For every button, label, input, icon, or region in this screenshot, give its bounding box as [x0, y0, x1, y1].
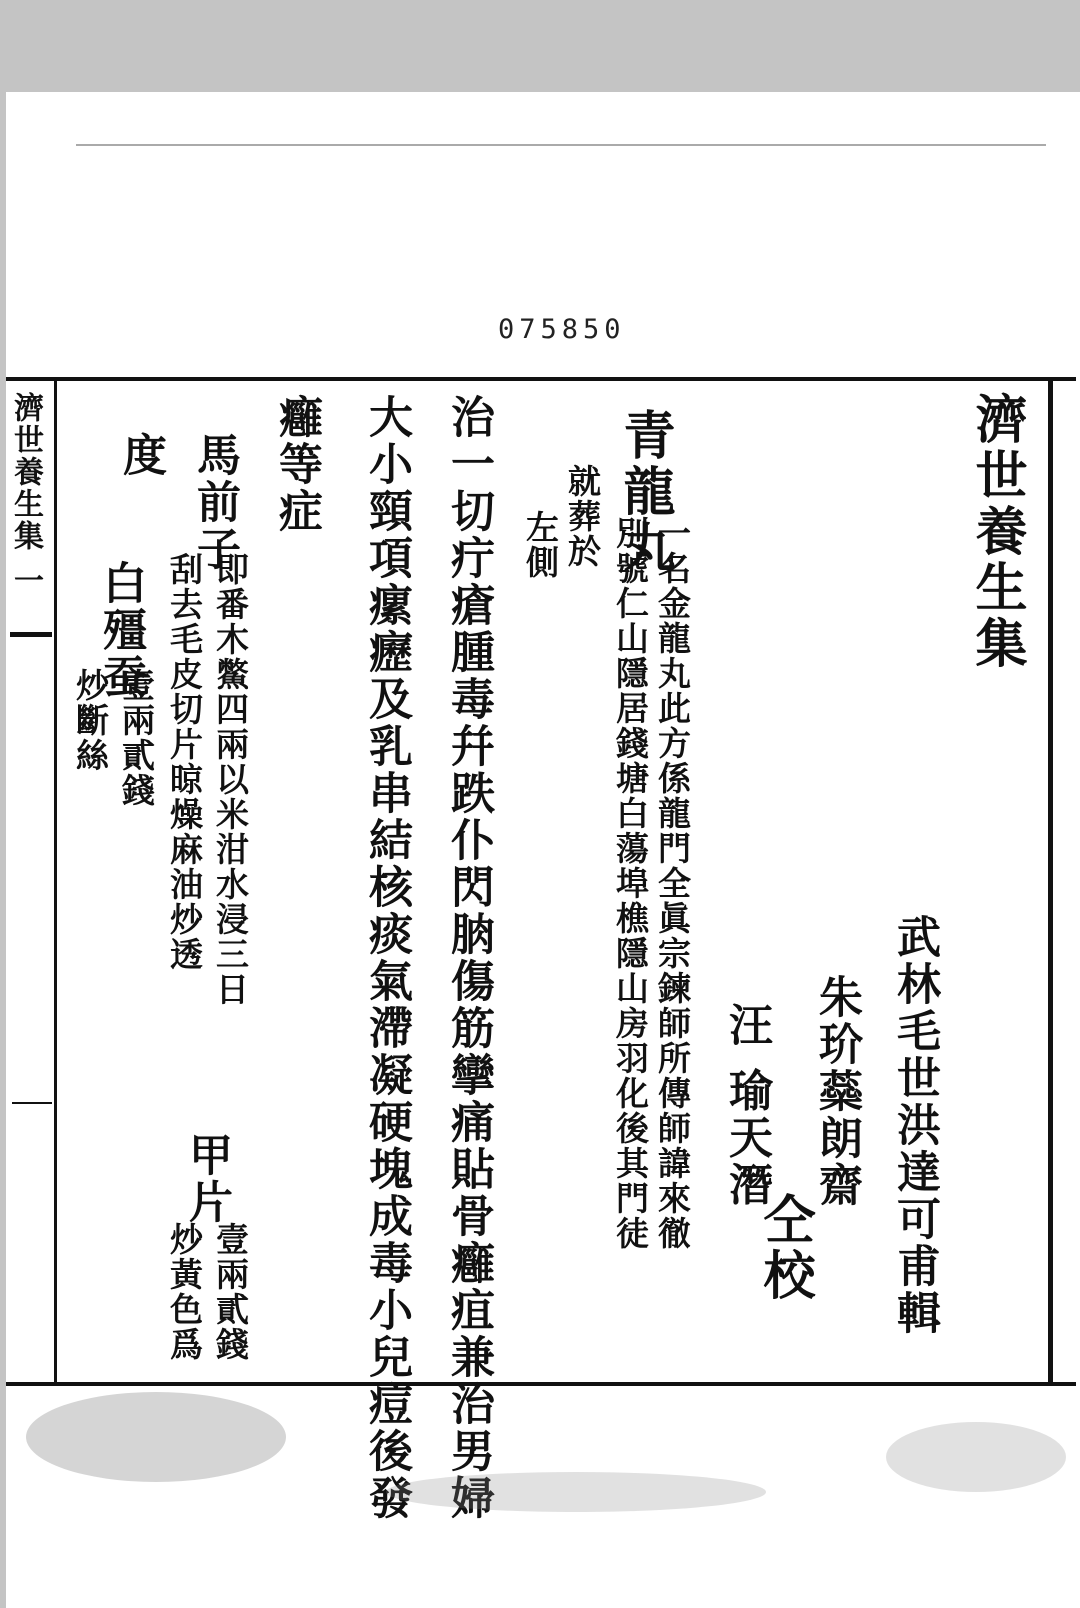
ingredient-1-note-a: 即番木鱉四兩以米泔水浸三日 — [211, 552, 250, 1007]
compiler-credit: 武林毛世洪達可甫輯 — [889, 914, 940, 1337]
ingredient-3-note-b: 炒斷絲 — [71, 668, 110, 773]
recipe-name: 青龍丸 — [614, 408, 675, 576]
archive-number: 075850 — [498, 314, 626, 345]
scan-smudge — [386, 1472, 766, 1512]
book-title: 濟世養生集 — [966, 392, 1027, 672]
ingredient-2-name: 甲片 — [181, 1132, 232, 1226]
ingredient-2-note-a: 壹兩貳錢 — [211, 1222, 250, 1362]
indication-line-2: 大小頸項瘰癧及乳串結核痰氣滯凝硬塊成毒小兒痘後發 — [361, 394, 412, 1522]
ingredient-2-note-b: 炒黃色爲 — [165, 1222, 204, 1362]
indication-line-3: 癰等症 — [271, 394, 322, 535]
frame-top-rule — [6, 377, 1076, 381]
margin-strip-dash — [12, 1102, 52, 1104]
frame-bottom-rule — [6, 1382, 1076, 1386]
margin-strip-text: 濟世養生集 一 — [8, 392, 43, 597]
indication-line-1: 治一切疔瘡腫毒幷跌仆閃朒傷筋攣痛貼骨癰疽兼治男婦 — [443, 394, 494, 1522]
scan-smudge — [886, 1422, 1066, 1492]
margin-strip-mark — [10, 632, 52, 637]
reviewer-credit-2: 汪 瑜天潛 — [721, 1002, 772, 1209]
frame-right-rule — [1048, 377, 1053, 1386]
ingredient-3-name: 白殭蚕 — [95, 560, 146, 701]
recipe-note-col-3a: 就葬於 — [563, 464, 602, 569]
recipe-note-col-1: 一名金龍丸此方係龍門全眞宗鍊師所傳師諱來徹 — [653, 516, 692, 1251]
ingredient-1-name: 馬前子 — [189, 432, 240, 573]
frame-left-rule — [54, 377, 57, 1386]
ingredient-3-note-a: 壹兩貳錢 — [117, 668, 156, 808]
ingredient-1-note-b: 刮去毛皮切片晾燥麻油炒透 — [165, 552, 204, 972]
recipe-note-col-2: 別號仁山隱居錢塘白蕩埠樵隱山房羽化後其門徒 — [611, 516, 650, 1251]
ingredient-1-tail: 度 — [115, 432, 166, 479]
recipe-note-col-3b: 左側 — [521, 510, 560, 580]
scanned-page — [6, 92, 1080, 1608]
collation-mark: 仝校 — [754, 1192, 815, 1304]
top-edge-line — [76, 144, 1046, 146]
reviewer-credit-1: 朱玠蘂朗齋 — [811, 974, 862, 1209]
scan-smudge — [26, 1392, 286, 1482]
